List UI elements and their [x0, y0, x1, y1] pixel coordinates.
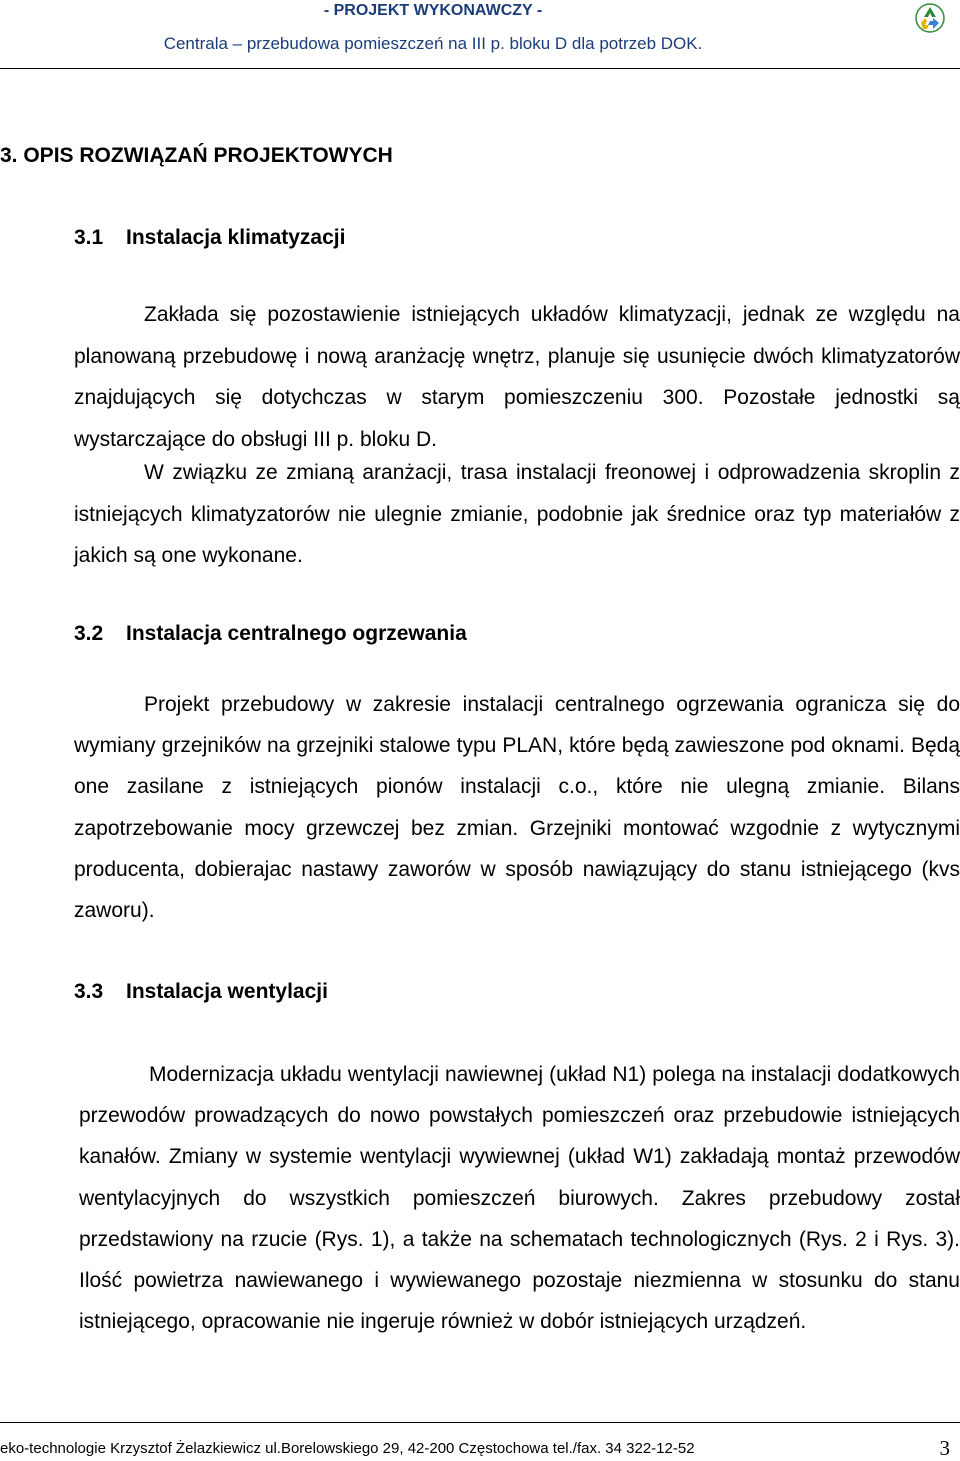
paragraph: Modernizacja układu wentylacji nawiewnej (układ N1) polega na instalacji dodatkowych przewodów prowadzących do nowo powstałych pomieszczeń oraz przebudowie istniejących kanałów. Zmiany w systemie wentylacji wywiewnej (układ W1) zakładają montaż przewodów wentylacyjnych do wszystkich pomieszczeń biurowych. Zakres przebudowy został przedstawiony na rzucie (Rys. 1), a także na schematach technologicznych (Rys. 2 i Rys. 3). Ilość powietrza nawiewanego i wywiewanego pozostaje niezmienna w stosunku do stanu istniejącego, opracowanie nie ingeruje również w dobór istniejących urządzeń.: [79, 1063, 960, 1334]
document-subtitle: Centrala – przebudowa pomieszczeń na III p. bloku D dla potrzeb DOK.: [163, 34, 703, 53]
section-title: Instalacja klimatyzacji: [126, 226, 346, 249]
section-heading-3-3: [74, 980, 328, 1004]
header-divider: [0, 68, 960, 69]
section-number: 3.1: [74, 226, 104, 249]
section-heading-3-2: [74, 622, 467, 646]
paragraph: W związku ze zmianą aranżacji, trasa instalacji freonowej i odprowadzenia skroplin z istniejących klimatyzatorów nie ulegnie zmianie, podobnie jak średnice oraz typ materiałów z jakich są one wykonane.: [74, 461, 960, 567]
section-number: 3.3: [74, 980, 104, 1003]
document-tag: - PROJEKT WYKONAWCZY -: [323, 2, 543, 19]
page-header: [0, 0, 960, 72]
chapter-title: 3. OPIS ROZWIĄZAŃ PROJEKTOWYCH: [0, 144, 393, 167]
paragraph: Projekt przebudowy w zakresie instalacji centralnego ogrzewania ogranicza się do wymiany grzejników na grzejniki stalowe typu PLAN, które będą zawieszone pod oknami. Będą one zasilane z istniejących pionów instalacji c.o., które nie ulegną zmianie. Bilans zapotrzebowanie mocy grzewczej bez zmian. Grzejniki montować wzgodnie z wytycznymi producenta, dobierajac nastawy zaworów w sposób nawiązujący do stanu istniejącego (kvs zaworu).: [74, 693, 960, 923]
section-title: Instalacja wentylacji: [126, 980, 328, 1003]
footer-text: eko-technologie Krzysztof Żelazkiewicz ul.Borelowskiego 29, 42-200 Częstochowa tel./fax. 34 322-12-52: [0, 1440, 695, 1457]
section-number: 3.2: [74, 622, 104, 645]
page-number: 3: [939, 1436, 950, 1460]
recycle-logo-icon: [914, 2, 946, 34]
footer-divider: [0, 1422, 960, 1423]
section-title: Instalacja centralnego ogrzewania: [126, 622, 467, 645]
paragraph: Zakłada się pozostawienie istniejących układów klimatyzacji, jednak ze względu na planowaną przebudowę i nową aranżację wnętrz, planuje się usunięcie dwóch klimatyzatorów znajdujących się dotychczas w starym pomieszczeniu 300. Pozostałe jednostki są wystarczające do obsługi III p. bloku D.: [74, 303, 960, 451]
section-heading-3-1: [74, 226, 345, 250]
